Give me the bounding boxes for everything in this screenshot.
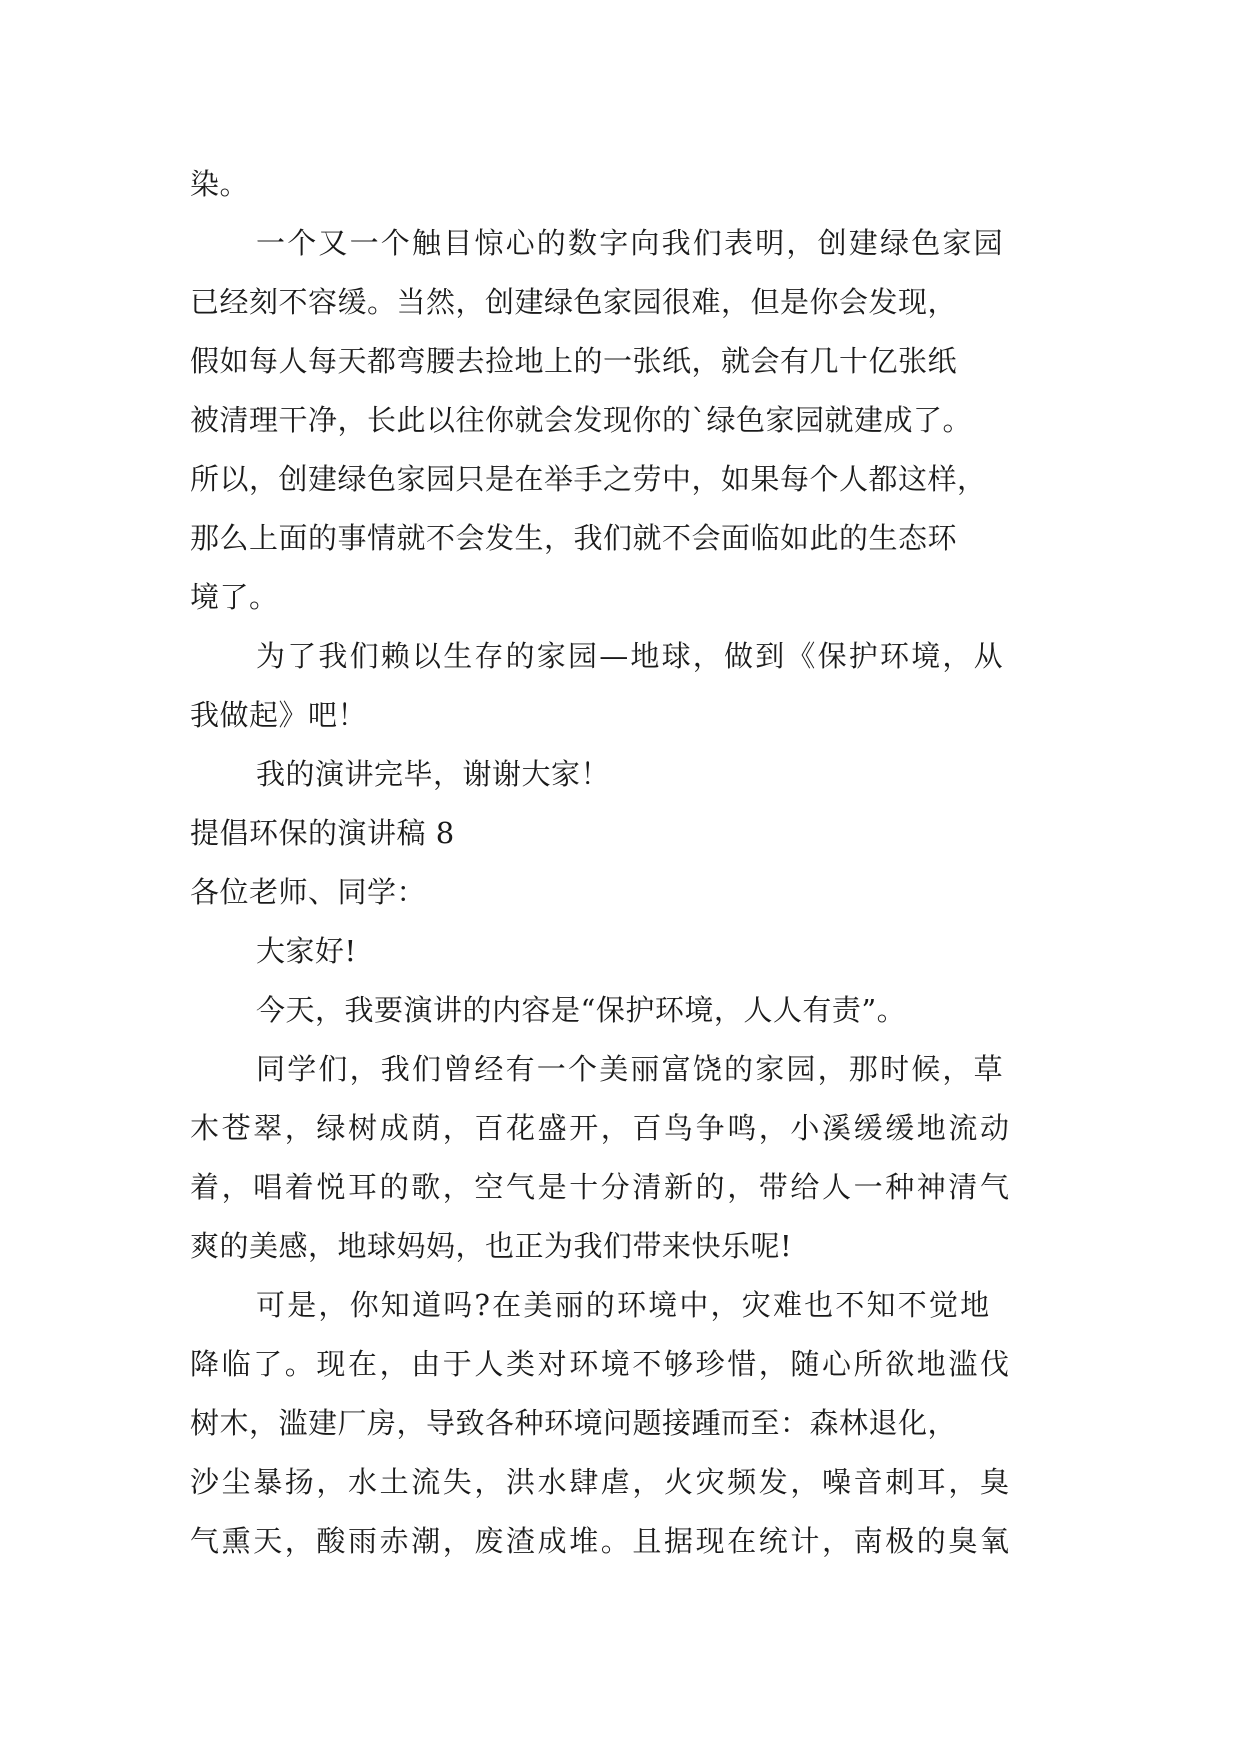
text-line: 沙尘暴扬，水土流失，洪水肆虐，火灾频发，噪音刺耳，臭	[190, 1465, 1012, 1499]
text-line: 已经刻不容缓。当然，创建绿色家园很难，但是你会发现，	[190, 285, 958, 319]
paragraph-text-line: 为了我们赖以生存的家园—地球，做到《保护环境，从	[256, 639, 1005, 673]
salutation: 各位老师、同学：	[190, 875, 427, 909]
text-line: 爽的美感，地球妈妈，也正为我们带来快乐呢!	[190, 1229, 793, 1263]
section-heading: 提倡环保的演讲稿 8	[190, 816, 455, 850]
text-line: 被清理干净，长此以往你就会发现你的`绿色家园就建成了。	[190, 403, 973, 437]
paragraph-text-line: 可是，你知道吗?在美丽的环境中，灾难也不知不觉地	[256, 1288, 992, 1322]
text-line: 着，唱着悦耳的歌，空气是十分清新的，带给人一种神清气	[190, 1170, 1012, 1204]
text-line: 那么上面的事情就不会发生，我们就不会面临如此的生态环	[190, 521, 958, 555]
text-line: 木苍翠，绿树成荫，百花盛开，百鸟争鸣，小溪缓缓地流动	[190, 1111, 1012, 1145]
text-line: 境了。	[190, 580, 279, 614]
text-line: 所以，创建绿色家园只是在举手之劳中，如果每个人都这样，	[190, 462, 987, 496]
text-line: 气熏天，酸雨赤潮，废渣成堆。且据现在统计，南极的臭氧	[190, 1524, 1012, 1558]
greeting: 大家好!	[256, 934, 357, 968]
text-line: 树木，滥建厂房，导致各种环境问题接踵而至：森林退化，	[190, 1406, 958, 1440]
text-line: 降临了。现在，由于人类对环境不够珍惜，随心所欲地滥伐	[190, 1347, 1012, 1381]
paragraph-text-line: 一个又一个触目惊心的数字向我们表明，创建绿色家园	[256, 226, 1005, 260]
paragraph-text-line: 同学们，我们曾经有一个美丽富饶的家园，那时候，草	[256, 1052, 1005, 1086]
text-line: 我做起》吧！	[190, 698, 368, 732]
text-line: 假如每人每天都弯腰去捡地上的一张纸，就会有几十亿张纸	[190, 344, 958, 378]
text-line: 染。	[190, 167, 250, 201]
paragraph-text-line: 今天，我要演讲的内容是“保护环境，人人有责”。	[256, 993, 907, 1027]
paragraph-text-line: 我的演讲完毕，谢谢大家！	[256, 757, 611, 791]
